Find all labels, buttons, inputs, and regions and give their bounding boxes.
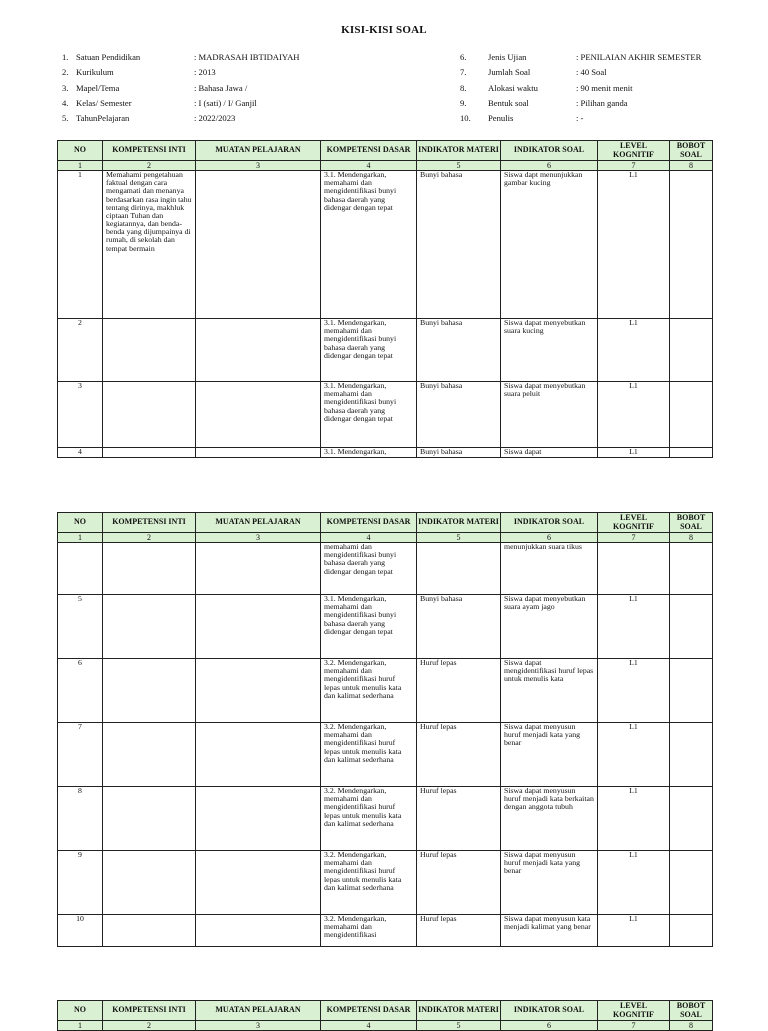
table-row: [58, 787, 713, 851]
cell-level-kognitif: L1: [598, 382, 670, 448]
info-label: Bentuk soal: [488, 97, 529, 108]
cell-muatan-pelajaran: [196, 851, 321, 915]
cell-no: 9: [58, 851, 103, 915]
cell-muatan-pelajaran: [196, 382, 321, 448]
info-value: : Bahasa Jawa /: [194, 82, 248, 93]
info-number: 1.: [62, 52, 69, 62]
column-number: 7: [598, 161, 670, 171]
cell-level-kognitif: L1: [598, 659, 670, 723]
column-number: 3: [196, 1021, 321, 1031]
column-header: INDIKATOR SOAL: [501, 141, 598, 161]
column-header: KOMPETENSI DASAR: [321, 513, 417, 533]
cell-kompetensi-inti: [103, 319, 196, 382]
cell-muatan-pelajaran: [196, 659, 321, 723]
info-number: 2.: [62, 67, 69, 78]
table-row: [58, 543, 713, 595]
column-header: INDIKATOR MATERI: [417, 1001, 501, 1021]
cell-kompetensi-dasar: 3.1. Mendengarkan, memahami dan mengidentifikasi bunyi bahasa daerah yang didengar dengan tepat: [321, 595, 417, 659]
cell-muatan-pelajaran: [196, 595, 321, 659]
column-number: 2: [103, 1021, 196, 1031]
column-header: KOMPETENSI DASAR: [321, 141, 417, 161]
cell-kompetensi-inti: [103, 448, 196, 458]
cell-kompetensi-inti: [103, 787, 196, 851]
column-number: 8: [670, 161, 713, 171]
info-number: 3.: [62, 82, 69, 93]
cell-kompetensi-inti: [103, 595, 196, 659]
column-header: NO: [58, 141, 103, 161]
info-number: 8.: [460, 82, 467, 93]
cell-bobot-soal: [670, 915, 713, 947]
info-label: Jumlah Soal: [488, 67, 531, 78]
cell-muatan-pelajaran: [196, 787, 321, 851]
column-number: 2: [103, 161, 196, 171]
cell-indikator-materi: Bunyi bahasa: [417, 382, 501, 448]
cell-indikator-materi: Bunyi bahasa: [417, 171, 501, 319]
cell-indikator-soal: Siswa dapat menyebutkan suara peluit: [501, 382, 598, 448]
cell-indikator-materi: Huruf lepas: [417, 787, 501, 851]
cell-kompetensi-inti: [103, 915, 196, 947]
info-value: : -: [576, 113, 584, 124]
cell-indikator-soal: Siswa dapt menunjukkan gambar kucing: [501, 171, 598, 319]
column-number: 8: [670, 1021, 713, 1031]
column-number: 5: [417, 161, 501, 171]
cell-bobot-soal: [670, 723, 713, 787]
column-number: 5: [417, 1021, 501, 1031]
cell-kompetensi-inti: [103, 659, 196, 723]
cell-no: [58, 543, 103, 595]
column-header: NO: [58, 513, 103, 533]
column-number: 1: [58, 161, 103, 171]
info-label: Kurikulum: [76, 67, 114, 78]
cell-bobot-soal: [670, 319, 713, 382]
cell-level-kognitif: L1: [598, 319, 670, 382]
column-number: 5: [417, 533, 501, 543]
info-number: 10.: [460, 113, 471, 124]
column-header: NO: [58, 1001, 103, 1021]
cell-indikator-soal: Siswa dapat menyebutkan suara ayam jago: [501, 595, 598, 659]
cell-level-kognitif: L1: [598, 171, 670, 319]
cell-indikator-materi: Huruf lepas: [417, 915, 501, 947]
column-header: MUATAN PELAJARAN: [196, 141, 321, 161]
cell-indikator-materi: Bunyi bahasa: [417, 319, 501, 382]
info-number: 6.: [460, 52, 467, 62]
column-number: 4: [321, 533, 417, 543]
cell-indikator-soal: Siswa dapat menyebutkan suara kucing: [501, 319, 598, 382]
column-header: MUATAN PELAJARAN: [196, 513, 321, 533]
info-label: Satuan Pendidikan: [76, 52, 141, 62]
cell-kompetensi-inti: [103, 543, 196, 595]
cell-bobot-soal: [670, 382, 713, 448]
cell-indikator-materi: [417, 543, 501, 595]
info-value: : 2022/2023: [194, 113, 236, 124]
column-number: 6: [501, 1021, 598, 1031]
cell-level-kognitif: [598, 543, 670, 595]
info-value: : I (sati) / I/ Ganjil: [194, 97, 257, 108]
cell-bobot-soal: [670, 171, 713, 319]
column-header: LEVEL KOGNITIF: [598, 141, 670, 161]
cell-bobot-soal: [670, 787, 713, 851]
kisi-table-2: [57, 512, 713, 947]
column-number: 6: [501, 533, 598, 543]
cell-indikator-materi: Bunyi bahasa: [417, 595, 501, 659]
cell-kompetensi-dasar: 3.2. Mendengarkan, memahami dan mengidentifikasi huruf lepas untuk menulis kata dan kalimat sederhana: [321, 851, 417, 915]
cell-indikator-soal: Siswa dapat menyusun huruf menjadi kata yang benar: [501, 851, 598, 915]
cell-no: 10: [58, 915, 103, 947]
info-label: Jenis Ujian: [488, 52, 527, 62]
table-row: [58, 659, 713, 723]
table-row: [58, 171, 713, 319]
info-value: : 2013: [194, 67, 216, 78]
cell-kompetensi-dasar: 3.1. Mendengarkan, memahami dan mengidentifikasi bunyi bahasa daerah yang didengar dengan tepat: [321, 171, 417, 319]
info-label: TahunPelajaran: [76, 113, 130, 124]
info-number: 7.: [460, 67, 467, 78]
column-header: INDIKATOR SOAL: [501, 1001, 598, 1021]
table-row: [58, 915, 713, 947]
column-number: 3: [196, 161, 321, 171]
column-header: BOBOT SOAL: [670, 1001, 713, 1021]
cell-indikator-materi: Huruf lepas: [417, 723, 501, 787]
info-label: Kelas/ Semester: [76, 97, 132, 108]
info-value: : 40 Soal: [576, 67, 607, 78]
column-number: 4: [321, 161, 417, 171]
table-row: [58, 448, 713, 458]
cell-muatan-pelajaran: [196, 319, 321, 382]
cell-kompetensi-dasar: 3.2. Mendengarkan, memahami dan mengidentifikasi huruf lepas untuk menulis kata dan kalimat sederhana: [321, 787, 417, 851]
info-value: : PENILAIAN AKHIR SEMESTER: [576, 52, 702, 62]
column-header: INDIKATOR SOAL: [501, 513, 598, 533]
cell-kompetensi-dasar: 3.2. Mendengarkan, memahami dan mengidentifikasi huruf lepas untuk menulis kata dan kalimat sederhana: [321, 659, 417, 723]
cell-bobot-soal: [670, 851, 713, 915]
table-row: [58, 851, 713, 915]
cell-muatan-pelajaran: [196, 448, 321, 458]
cell-no: 3: [58, 382, 103, 448]
cell-indikator-soal: Siswa dapat menyusun kata menjadi kalimat yang benar: [501, 915, 598, 947]
table-row: [58, 319, 713, 382]
cell-muatan-pelajaran: [196, 543, 321, 595]
info-number: 4.: [62, 97, 69, 108]
cell-kompetensi-dasar: 3.1. Mendengarkan, memahami dan mengidentifikasi bunyi bahasa daerah yang didengar dengan tepat: [321, 382, 417, 448]
cell-level-kognitif: L1: [598, 915, 670, 947]
info-label: Penulis: [488, 113, 514, 124]
info-value: : MADRASAH IBTIDAIYAH: [194, 52, 300, 62]
kisi-table-1: [57, 140, 713, 458]
column-header: BOBOT SOAL: [670, 513, 713, 533]
column-number: 6: [501, 161, 598, 171]
info-number: 5.: [62, 113, 69, 124]
info-label: Alokasi waktu: [488, 82, 538, 93]
column-header: INDIKATOR MATERI: [417, 513, 501, 533]
cell-indikator-soal: Siswa dapat: [501, 448, 598, 458]
cell-kompetensi-inti: Memahami pengetahuan faktual dengan cara mengamati dan menanya berdasarkan rasa ingin tahu tentang dirinya, makhluk ciptaan Tuhan dan kegiatannya, dan benda-benda yang dijumpainya di rumah, di sekolah dan tempat bermain: [103, 171, 196, 319]
cell-kompetensi-dasar: memahami dan mengidentifikasi bunyi bahasa daerah yang didengar dengan tepat: [321, 543, 417, 595]
cell-bobot-soal: [670, 448, 713, 458]
column-number: 1: [58, 533, 103, 543]
cell-kompetensi-dasar: 3.2. Mendengarkan, memahami dan mengidentifikasi huruf lepas untuk menulis kata dan kalimat sederhana: [321, 723, 417, 787]
cell-level-kognitif: L1: [598, 723, 670, 787]
column-header: KOMPETENSI INTI: [103, 141, 196, 161]
cell-indikator-materi: Huruf lepas: [417, 659, 501, 723]
column-header: BOBOT SOAL: [670, 141, 713, 161]
column-number: 8: [670, 533, 713, 543]
cell-muatan-pelajaran: [196, 171, 321, 319]
cell-indikator-materi: Bunyi bahasa: [417, 448, 501, 458]
cell-kompetensi-inti: [103, 723, 196, 787]
column-number: 1: [58, 1021, 103, 1031]
column-number: 7: [598, 1021, 670, 1031]
cell-level-kognitif: L1: [598, 787, 670, 851]
cell-kompetensi-dasar: 3.1. Mendengarkan, memahami dan mengidentifikasi bunyi bahasa daerah yang didengar dengan tepat: [321, 319, 417, 382]
column-header: KOMPETENSI INTI: [103, 513, 196, 533]
cell-no: 1: [58, 171, 103, 319]
info-value: : Pilihan ganda: [576, 97, 628, 108]
column-header: LEVEL KOGNITIF: [598, 513, 670, 533]
cell-level-kognitif: L1: [598, 448, 670, 458]
table-row: [58, 723, 713, 787]
cell-no: 7: [58, 723, 103, 787]
cell-kompetensi-inti: [103, 851, 196, 915]
cell-no: 6: [58, 659, 103, 723]
cell-no: 8: [58, 787, 103, 851]
table-row: [58, 382, 713, 448]
cell-bobot-soal: [670, 595, 713, 659]
info-number: 9.: [460, 97, 467, 108]
info-label: Mapel/Tema: [76, 82, 120, 93]
cell-no: 5: [58, 595, 103, 659]
cell-bobot-soal: [670, 543, 713, 595]
cell-indikator-soal: Siswa dapat menyusun huruf menjadi kata berkaitan dengan anggota tubuh: [501, 787, 598, 851]
column-number: 3: [196, 533, 321, 543]
cell-kompetensi-dasar: 3.2. Mendengarkan, memahami dan mengidentifikasi: [321, 915, 417, 947]
cell-indikator-soal: Siswa dapat menyusun huruf menjadi kata yang benar: [501, 723, 598, 787]
cell-muatan-pelajaran: [196, 723, 321, 787]
table-row: [58, 595, 713, 659]
cell-indikator-soal: Siswa dapat mengidentifikasi huruf lepas untuk menulis kata: [501, 659, 598, 723]
column-header: MUATAN PELAJARAN: [196, 1001, 321, 1021]
cell-no: 4: [58, 448, 103, 458]
info-value: : 90 menit menit: [576, 82, 633, 93]
cell-kompetensi-dasar: 3.1. Mendengarkan,: [321, 448, 417, 458]
column-header: KOMPETENSI INTI: [103, 1001, 196, 1021]
cell-bobot-soal: [670, 659, 713, 723]
cell-indikator-soal: menunjukkan suara tikus: [501, 543, 598, 595]
column-number: 7: [598, 533, 670, 543]
cell-level-kognitif: L1: [598, 851, 670, 915]
cell-kompetensi-inti: [103, 382, 196, 448]
column-number: 4: [321, 1021, 417, 1031]
column-header: INDIKATOR MATERI: [417, 141, 501, 161]
cell-indikator-materi: Huruf lepas: [417, 851, 501, 915]
cell-level-kognitif: L1: [598, 595, 670, 659]
column-header: LEVEL KOGNITIF: [598, 1001, 670, 1021]
document-title: KISI-KISI SOAL: [341, 24, 427, 36]
column-number: 2: [103, 533, 196, 543]
kisi-table-3: [57, 1000, 713, 1031]
cell-muatan-pelajaran: [196, 915, 321, 947]
column-header: KOMPETENSI DASAR: [321, 1001, 417, 1021]
cell-no: 2: [58, 319, 103, 382]
